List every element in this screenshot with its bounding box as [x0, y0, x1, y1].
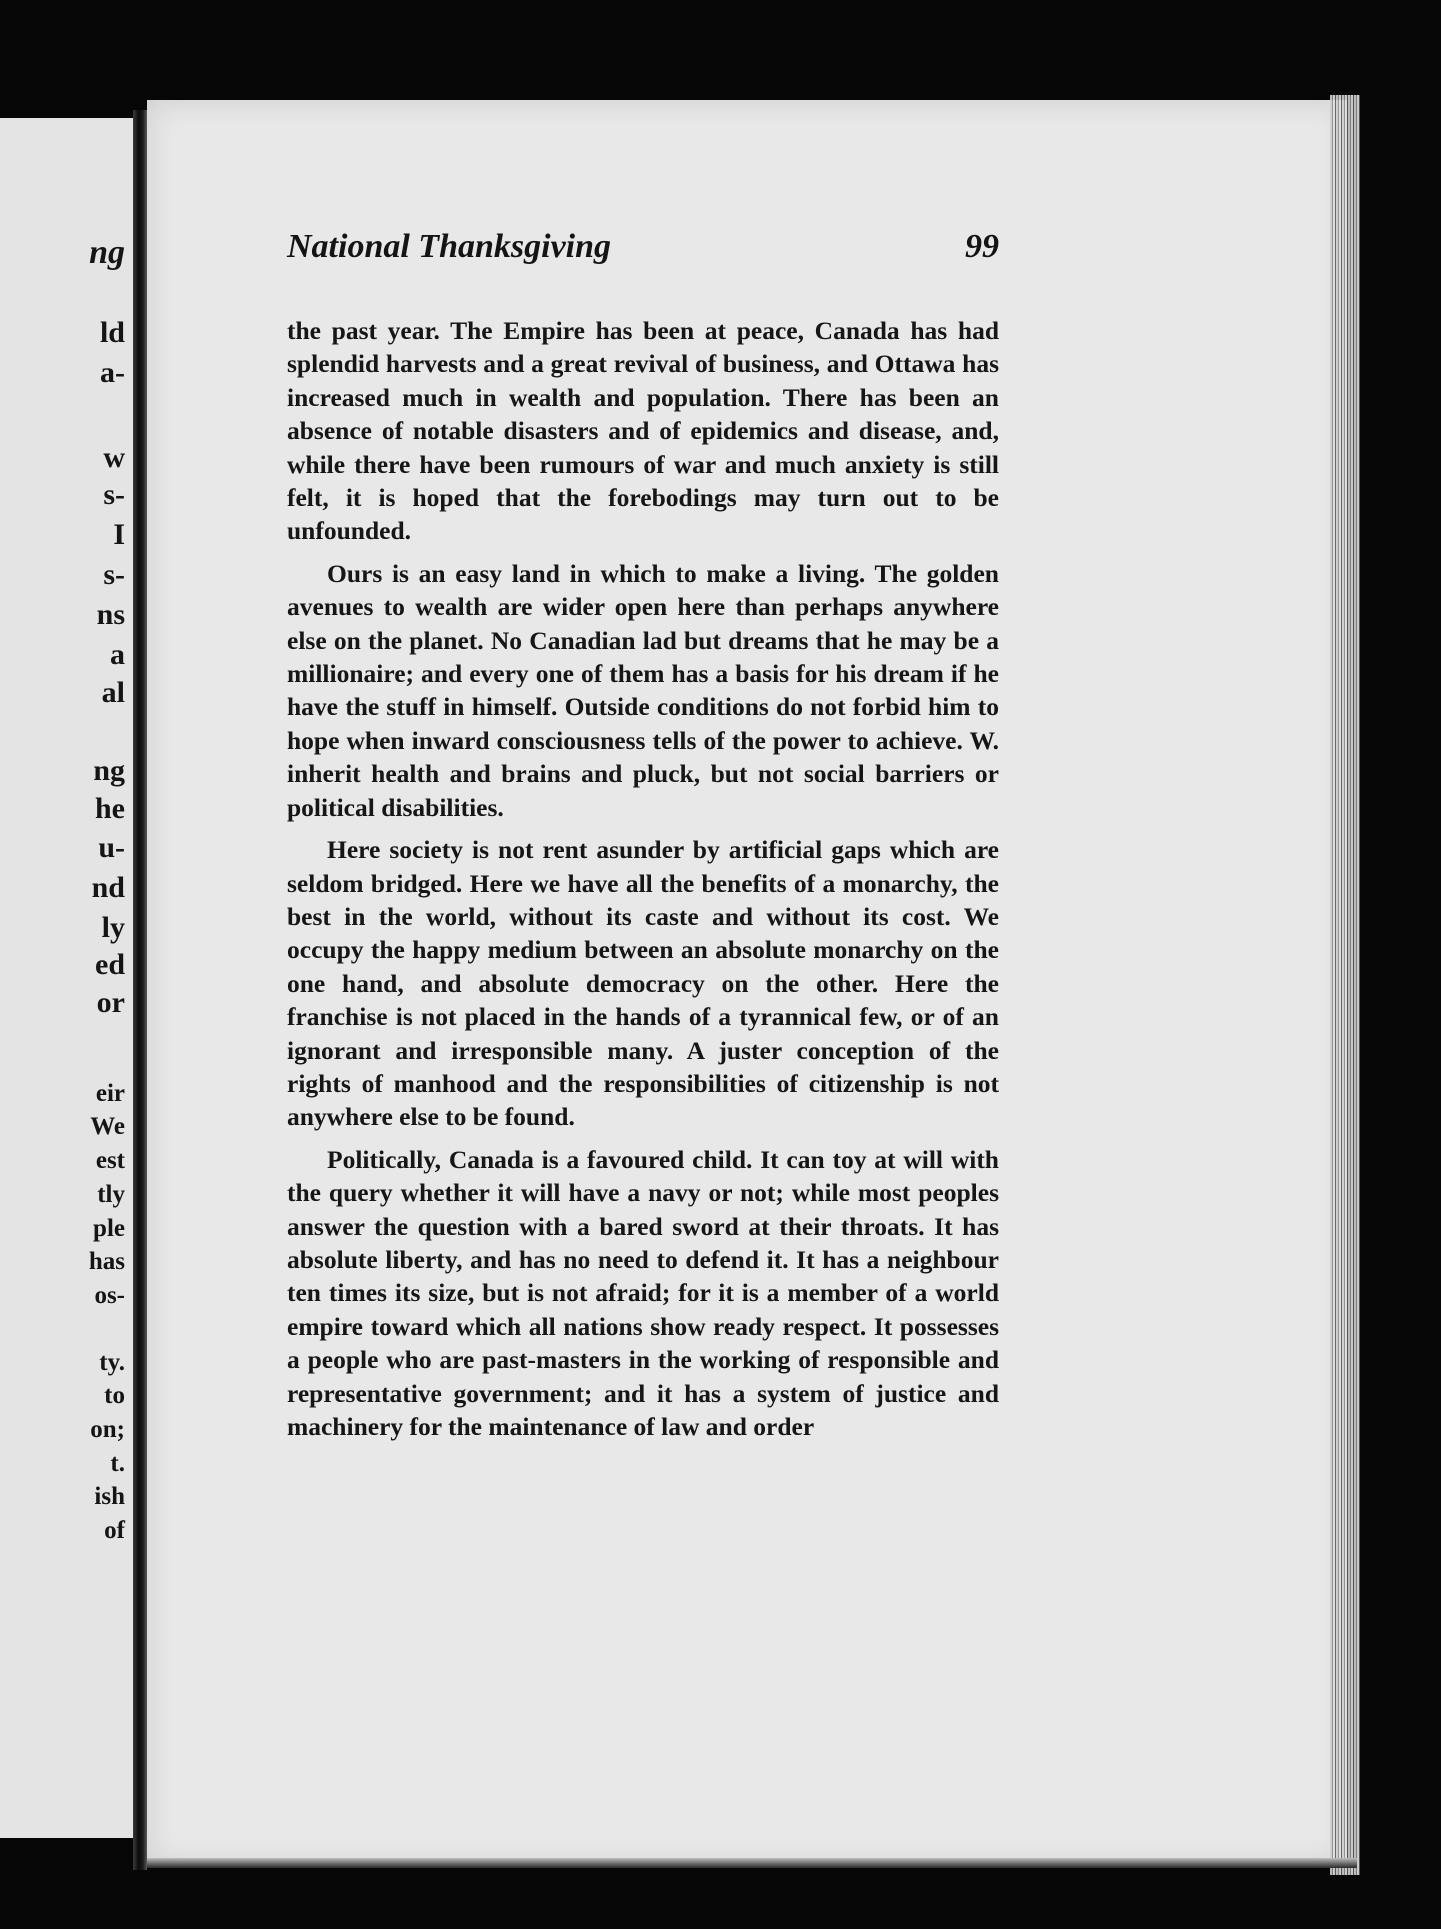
paragraph: Ours is an easy land in which to make a living. The golden avenues to wealth are wider open here than perhaps anywhere else on the planet. No Canadian lad but dreams that he may be a millionaire; and every one of them has a basis for his dream if he have the stuff in himself. Outside conditions do not forbid him to hope when inward consciousness tells of the power to achieve. W. inherit health and brains and pluck, but not social barriers or political disabilities. [287, 558, 999, 822]
left-page-fragment: ly [101, 911, 125, 944]
left-page-fragment: eir [95, 1080, 125, 1107]
left-page-fragment: or [96, 986, 125, 1019]
left-page-fragment: t. [110, 1450, 125, 1477]
left-page-fragment: he [95, 792, 125, 825]
paragraph: Politically, Canada is a favoured child. It can toy at will with the query whether it will have a navy or not; while most peoples answer the question with a bared sword at their throats. It has absolute liberty, and has no need to defend it. It has a neighbour ten times its size, but is not afraid; for it is a member of a world empire toward which all nations show ready respect. It possesses a people who are past-masters in the working of responsible and representative government; and it has a system of justice and machinery for the maintenance of law and order [287, 1144, 999, 1441]
page-number: 99 [965, 228, 999, 265]
book-gutter [133, 110, 147, 1870]
left-page-fragment: on; [90, 1416, 125, 1443]
left-page-fragment: s- [103, 478, 125, 511]
page-bottom-edge [147, 1858, 1357, 1868]
running-title: National Thanksgiving [287, 228, 612, 265]
left-page-fragment: s- [103, 558, 125, 591]
left-page-fragment: nd [91, 871, 125, 904]
left-page-fragment: ty. [99, 1349, 125, 1376]
running-head [287, 228, 999, 272]
paragraph: Here society is not rent asunder by artificial gaps which are seldom bridged. Here we have all the benefits of a monarchy, the best in the world, without its caste and without its cost. We occupy the happy medium between an absolute monarchy on the one hand, and absolute democracy on the other. Here the franchise is not placed in the hands of a tyrannical few, or of an ignorant and irresponsible many. A juster conception of the rights of manhood and the responsibilities of citizenship is not anywhere else to be found. [287, 835, 999, 1132]
left-page-fragment: ish [94, 1483, 125, 1510]
left-page-fragment: to [104, 1382, 125, 1409]
paragraph: the past year. The Empire has been at peace, Canada has had splendid harvests and a great revival of business, and Ottawa has increased much in wealth and population. There has been an absence of notable disasters and of epidemics and disease, and, while there have been rumours of war and much anxiety is still felt, it is hoped that the forebodings may turn out to be unfounded. [287, 316, 999, 546]
left-page-fragment: of [104, 1517, 125, 1544]
left-page-fragment: a- [100, 356, 125, 389]
left-page-fragment: est [95, 1147, 125, 1174]
left-page-fragment: ng [93, 754, 125, 787]
left-page-fragment: has [88, 1248, 125, 1275]
left-page-fragment: u- [98, 831, 125, 864]
page-edge-stack [1330, 95, 1360, 1875]
left-page-fragment: w [103, 441, 125, 474]
left-page-fragment: ld [99, 316, 125, 349]
left-page-fragment: I [113, 518, 125, 551]
left-page-fragment: ns [96, 598, 125, 631]
left-facing-page [0, 118, 133, 1838]
left-page-fragment: os- [94, 1282, 125, 1309]
page-body [287, 314, 999, 1452]
left-page-fragment: ple [93, 1215, 125, 1242]
left-page-fragment: al [101, 676, 125, 709]
left-page-fragment: tly [97, 1181, 125, 1208]
left-page-fragment: ed [95, 948, 125, 981]
left-page-fragment: ng [89, 234, 125, 271]
left-page-fragment: We [90, 1113, 125, 1140]
left-page-fragment: a [110, 638, 125, 671]
